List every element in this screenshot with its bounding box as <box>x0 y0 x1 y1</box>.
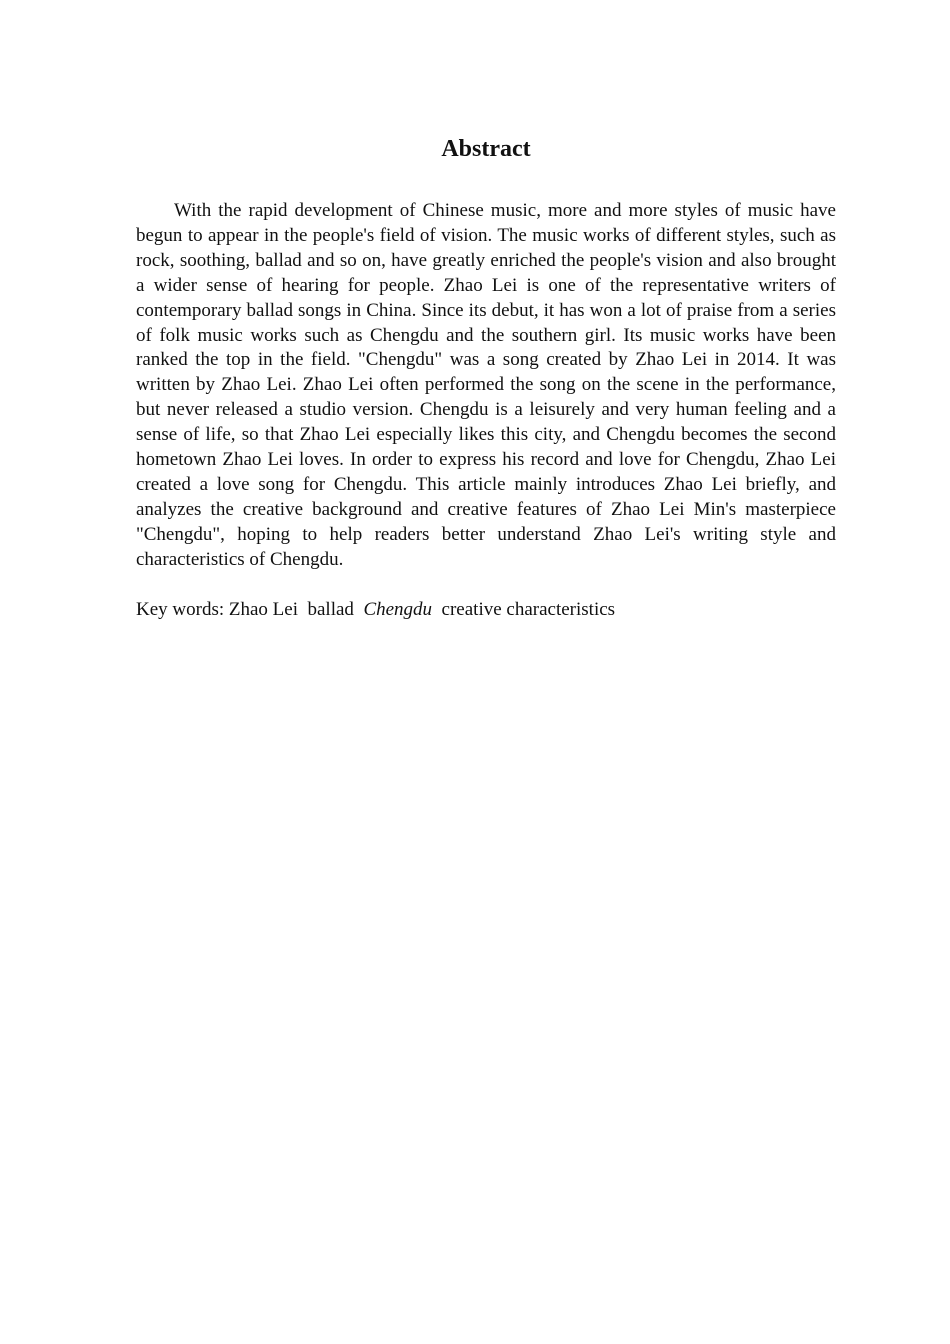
keywords-line <box>136 597 836 622</box>
abstract-paragraph: With the rapid development of Chinese music, more and more styles of music have begun to appear in the people's field of vision. The music works of different styles, such as rock, soothing, ballad and so on, have greatly enriched the people's vision and also brought a wider sense of hearing for people. Zhao Lei is one of the representative writers of contemporary ballad songs in China. Since its debut, it has won a lot of praise from a series of folk music works such as Chengdu and the southern girl. Its music works have been ranked the top in the field. "Chengdu" was a song created by Zhao Lei in 2014. It was written by Zhao Lei. Zhao Lei often performed the song on the scene in the performance, but never released a studio version. Chengdu is a leisurely and very human feeling and a sense of life, so that Zhao Lei especially likes this city, and Chengdu becomes the second hometown Zhao Lei loves. In order to express his record and love for Chengdu, Zhao Lei created a love song for Chengdu. This article mainly introduces Zhao Lei briefly, and analyzes the creative background and creative features of Zhao Lei Min's masterpiece "Chengdu", hoping to help readers better understand Zhao Lei's writing style and characteristics of Chengdu. <box>136 200 836 570</box>
keyword-item: Zhao Lei <box>228 599 298 620</box>
page-title: Abstract <box>441 136 531 162</box>
keyword-item: creative characteristics <box>441 599 616 620</box>
keyword-item: Chengdu <box>363 599 433 620</box>
keywords-label: Key words: <box>136 599 225 620</box>
keyword-item: ballad <box>307 599 354 620</box>
